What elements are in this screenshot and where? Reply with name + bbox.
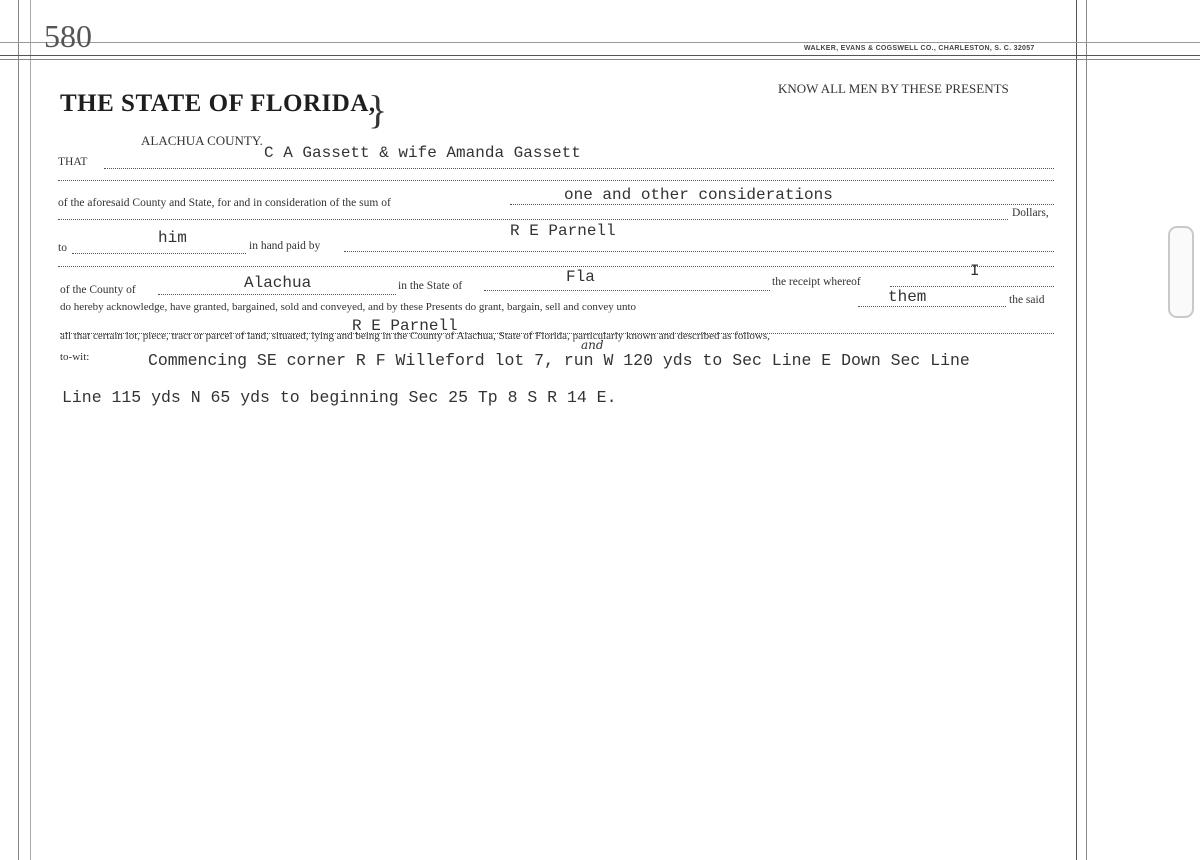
the-said-label: the said [1009, 294, 1045, 306]
county-of-label: of the County of [60, 284, 136, 296]
grantor-line-2 [58, 180, 1054, 181]
right-border-line [1076, 0, 1077, 860]
sum-line-2 [58, 219, 1008, 220]
receipt-value: I [970, 262, 980, 280]
printer-line: WALKER, EVANS & COGSWELL CO., CHARLESTON, S. C. 32057 [804, 45, 1035, 52]
paid-to-line [72, 253, 246, 254]
receipt-label: the receipt whereof [772, 276, 861, 288]
acknowledge-text: do hereby acknowledge, have granted, bargained, sold and conveyed, and by these Presents do grant, bargain, sell and convey unto [60, 301, 637, 313]
description-line-1: Commencing SE corner R F Willeford lot 7, run W 120 yds to Sec Line E Down Sec Line [148, 351, 970, 370]
state-line [484, 290, 770, 291]
county-line [158, 294, 396, 295]
brace-mark: } [368, 87, 388, 132]
description-insert-handwritten: and [581, 338, 604, 352]
grantee-pronoun-line [858, 306, 1006, 307]
punch-hole [1168, 226, 1194, 318]
that-label: THAT [58, 156, 88, 168]
binding-line-left-inner [30, 0, 31, 860]
hand-paid-label: in hand paid by [249, 240, 321, 252]
know-all-men: KNOW ALL MEN BY THESE PRESENTS [778, 81, 1009, 96]
receipt-line [890, 286, 1054, 287]
aforesaid-text: of the aforesaid County and State, for and in consideration of the sum of [58, 197, 391, 209]
county-value: Alachua [244, 274, 312, 292]
state-title: THE STATE OF FLORIDA, [60, 90, 376, 117]
dollars-label: Dollars, [1012, 207, 1049, 219]
state-value: Fla [566, 268, 595, 286]
payer-line-2 [58, 266, 1054, 267]
paid-to-value: him [158, 229, 187, 247]
sum-line [510, 204, 1054, 205]
right-border-line-outer [1086, 0, 1087, 860]
description-line-2: Line 115 yds N 65 yds to beginning Sec 25 Tp 8 S R 14 E. [62, 388, 617, 407]
payer-name: R E Parnell [510, 222, 616, 240]
grantor-name: C A Gassett & wife Amanda Gassett [264, 144, 581, 162]
payer-line [344, 251, 1054, 252]
state-of-label: in the State of [398, 280, 463, 292]
sum-value: one and other considerations [564, 186, 833, 204]
grantee-name: R E Parnell [352, 317, 458, 335]
top-rule-lower [0, 55, 1200, 56]
top-rule-lower-2 [0, 59, 1200, 60]
county-label: ALACHUA COUNTY. [141, 133, 263, 148]
binding-line-left [18, 0, 19, 860]
land-text: all that certain lot, piece, tract or parcel of land, situated, lying and being in the County of Alachua, State of Florida, particularly known and described as follows, [60, 330, 770, 342]
to-label: to [58, 242, 67, 254]
grantee-pronoun: them [888, 288, 927, 306]
to-wit-label: to-wit: [60, 351, 90, 363]
top-rule-upper [0, 42, 1200, 43]
grantor-line [104, 168, 1054, 169]
page-number: 580 [44, 18, 92, 54]
